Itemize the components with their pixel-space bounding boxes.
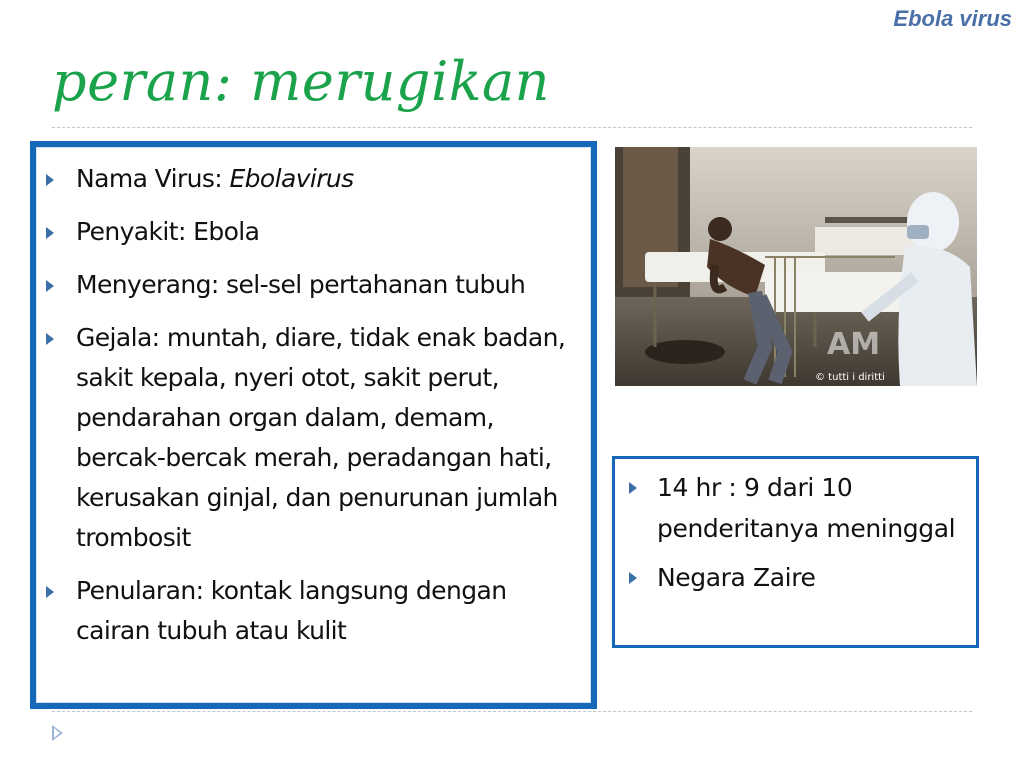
next-slide-arrow-icon[interactable] <box>52 725 63 741</box>
list-item-emphasis: Ebolavirus <box>229 164 354 193</box>
triangle-bullet-icon <box>46 174 54 186</box>
list-item-label: Menyerang: sel-sel pertahanan tubuh <box>76 270 526 299</box>
list-item-label: Negara Zaire <box>657 563 816 592</box>
ebola-ward-photo <box>615 147 977 386</box>
triangle-bullet-icon <box>46 227 54 239</box>
list-item <box>76 159 583 199</box>
photo-illustration <box>615 147 977 386</box>
page-title: peran: merugikan <box>52 50 550 113</box>
list-item <box>76 212 583 252</box>
side-bullet-list <box>657 467 970 606</box>
triangle-bullet-icon <box>46 333 54 345</box>
triangle-bullet-icon <box>629 482 637 494</box>
main-bullet-list <box>76 159 583 664</box>
mortality-box <box>612 456 979 648</box>
list-item-label: Nama Virus: <box>76 164 230 193</box>
triangle-bullet-icon <box>46 586 54 598</box>
list-item <box>76 265 583 305</box>
photo-caption: © tutti i diritti <box>815 372 885 383</box>
list-item-label: 14 hr : 9 dari 10 penderitanya meninggal <box>657 473 956 543</box>
main-content-box <box>30 141 597 709</box>
list-item-label: Gejala: muntah, diare, tidak enak badan, sakit kepala, nyeri otot, sakit perut, pendarahan organ dalam, demam, bercak-bercak merah, peradangan hati, kerusakan ginjal, dan penurunan jumlah trombosit <box>76 323 566 552</box>
list-item-label: Penyakit: Ebola <box>76 217 260 246</box>
top-divider <box>52 127 972 128</box>
corner-label: Ebola virus <box>893 6 1012 31</box>
list-item <box>76 318 583 558</box>
bottom-divider <box>52 711 972 712</box>
triangle-bullet-icon <box>629 572 637 584</box>
list-item-label: Penularan: kontak langsung dengan cairan tubuh atau kulit <box>76 576 507 645</box>
list-item <box>657 557 970 598</box>
list-item <box>76 571 583 651</box>
photo-watermark: AM <box>827 327 881 362</box>
triangle-bullet-icon <box>46 280 54 292</box>
list-item <box>657 467 970 549</box>
